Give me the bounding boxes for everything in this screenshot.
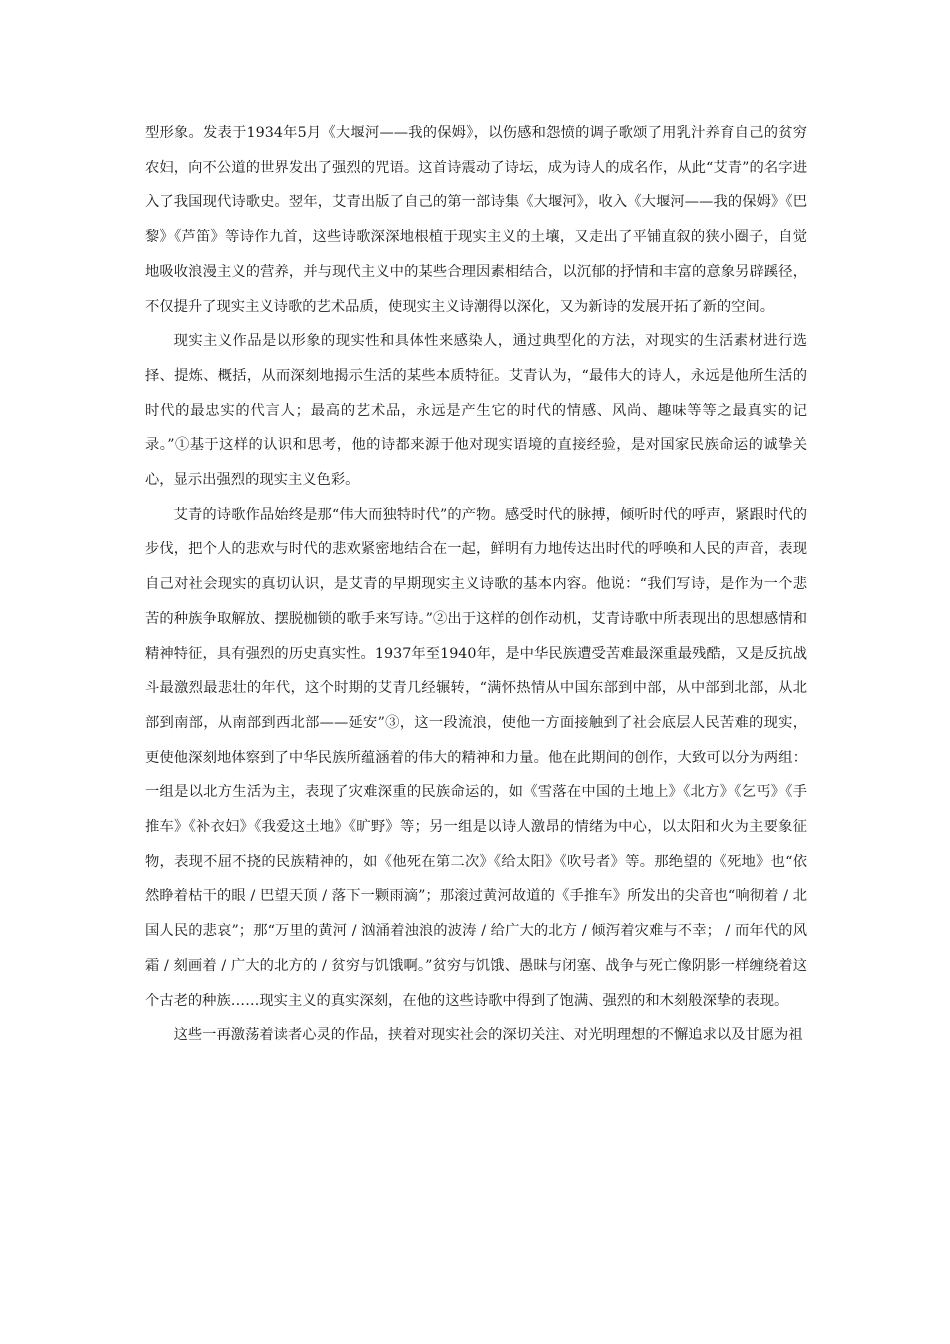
paragraph-poetry-collection: 型形象。发表于1934年5月《大堰河——我的保姆》，以伤感和怨愤的调子歌颂了用乳汁养育自己的贫穷农妇，向不公道的世界发出了强烈的咒语。这首诗震动了诗坛，成为诗人的成名作，从此“艾青”的名字进入了我国现代诗歌史。翌年，艾青出版了自己的第一部诗集《大堰河》，收入《大堰河——我的保姆》《巴黎》《芦笛》等诗作九首，这些诗歌深深地根植于现实主义的土壤，又走出了平铺直叙的狭小圈子，自觉地吸收浪漫主义的营养，并与现代主义中的某些合理因素相结合，以沉郁的抒情和丰富的意象另辟蹊径，不仅提升了现实主义诗歌的艺术品质，使现实主义诗潮得以深化，又为新诗的发展开拓了新的空间。 [145, 125, 807, 315]
paragraph-realism-definition: 现实主义作品是以形象的现实性和具体性来感染人，通过典型化的方法，对现实的生活素材进行选择、提炼、概括，从而深刻地揭示生活的某些本质特征。艾青认为，“最伟大的诗人，永远是他所生活的时代的最忠实的代言人；最高的艺术品，永远是产生它的时代的情感、风尚、趣味等等之最真实的记录。”①基于这样的认识和思考，他的诗都来源于他对现实语境的直接经验，是对国家民族命运的诚挚关心，显示出强烈的现实主义色彩。 [145, 333, 807, 489]
paragraph-era-product: 艾青的诗歌作品始终是那“伟大而独特时代”的产物。感受时代的脉搏，倾听时代的呼声，紧跟时代的步伐，把个人的悲欢与时代的悲欢紧密地结合在一起，鲜明有力地传达出时代的呼唤和人民的声音，表现自己对社会现实的真切认识，是艾青的早期现实主义诗歌的基本内容。他说：“我们写诗，是作为一个悲苦的种族争取解放、摆脱枷锁的歌手来写诗。”②出于这样的创作动机，艾青诗歌中所表现出的思想感情和精神特征，具有强烈的历史真实性。1937年至1940年，是中华民族遭受苦难最深重最残酷，又是反抗战斗最激烈最悲壮的年代，这个时期的艾青几经辗转，“满怀热情从中国东部到中部，从中部到北部，从北部到南部，从南部到西北部——延安”③，这一段流浪，使他一方面接触到了社会底层人民苦难的现实，更使他深刻地体察到了中华民族所蕴涵着的伟大的精神和力量。他在此期间的创作，大致可以分为两组：一组是以北方生活为主，表现了灾难深重的民族命运的，如《雪落在中国的土地上》《北方》《乞丐》《手推车》《补衣妇》《我爱这土地》《旷野》等；另一组是以诗人激昂的情绪为中心，以太阳和火为主要象征物，表现不屈不挠的民族精神的，如《他死在第二次》《给太阳》《吹号者》等。那绝望的《死地》也“依然睁着枯干的眼 / 巴望天顶 / 落下一颗雨滴”；那滚过黄河故道的《手推车》所发出的尖音也“响彻着 / 北国人民的悲哀”；那“万里的黄河 / 汹涌着浊浪的波涛 / 给广大的北方 / 倾泻着灾难与不幸； / 而年代的风霜 / 刻画着 / 广大的北方的 / 贫穷与饥饿啊。”贫穷与饥饿、愚昧与闭塞、战争与死亡像阴影一样缠绕着这个古老的种族……现实主义的真实深刻，在他的这些诗歌中得到了饱满、强烈的和木刻般深挚的表现。 [145, 506, 807, 1009]
document-page [145, 116, 807, 1053]
paragraph-closing: 这些一再激荡着读者心灵的作品，挟着对现实社会的深切关注、对光明理想的不懈追求以及甘愿为祖 [173, 1027, 803, 1044]
